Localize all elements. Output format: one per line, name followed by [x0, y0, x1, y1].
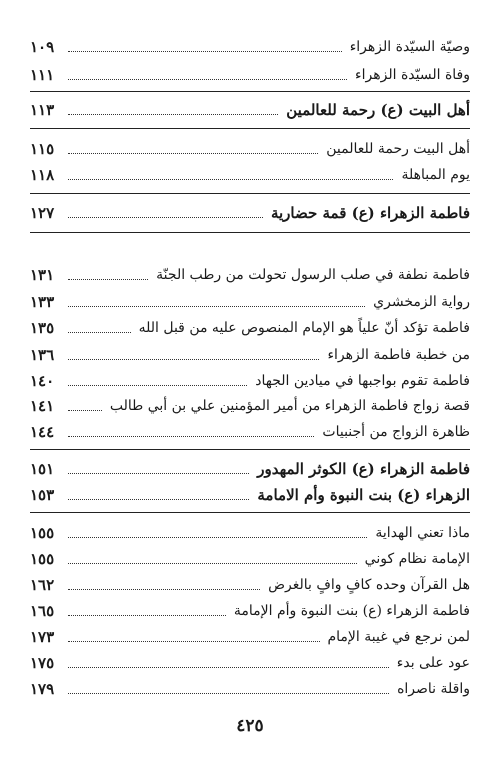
dot-leader — [68, 473, 249, 474]
toc-entry-title: رواية الزمخشري — [373, 294, 470, 310]
toc-entry-page: ١٤٠ — [30, 372, 55, 390]
toc-entry-page: ١٧٣ — [30, 628, 55, 646]
dot-leader — [68, 51, 342, 52]
toc-entry-title: واقلة ناصراه — [397, 681, 470, 697]
section-divider — [30, 449, 470, 450]
toc-entry — [30, 370, 470, 392]
dot-leader — [68, 436, 314, 437]
toc-entry-title: ظاهرة الزواج من أجنبيات — [322, 424, 470, 440]
dot-leader — [68, 693, 389, 694]
toc-heading-page: ١١٣ — [30, 101, 55, 119]
toc-entry — [30, 626, 470, 648]
toc-entry-title: يوم المباهلة — [401, 167, 470, 183]
dot-leader — [68, 279, 148, 280]
section-divider — [30, 91, 470, 92]
toc-entry-title: فاطمة تؤكد أنّ علياً هو الإمام المنصوص عليه من قبل الله — [138, 320, 470, 336]
toc-entry-title: وفاة السيّدة الزهراء — [355, 67, 470, 83]
dot-leader — [68, 332, 131, 333]
toc-entry — [30, 600, 470, 622]
toc-entry-page: ١٣٥ — [30, 319, 55, 337]
toc-entry-page: ١٧٥ — [30, 654, 55, 672]
toc-entry — [30, 678, 470, 700]
section-divider — [30, 193, 470, 194]
toc-entry-title: عود على بدء — [396, 655, 470, 671]
toc-entry-title: قصة زواج فاطمة الزهراء من أمير المؤمنين علي بن أبي طالب — [109, 398, 470, 414]
toc-entry-page: ١٣٦ — [30, 346, 55, 364]
toc-entry-page: ١٥٥ — [30, 524, 55, 542]
toc-entry-page: ١١١ — [30, 66, 55, 84]
dot-leader — [68, 563, 357, 564]
toc-entry — [30, 64, 470, 86]
toc-entry — [30, 548, 470, 570]
toc-entry-page: ١٦٢ — [30, 576, 55, 594]
toc-section-heading — [30, 99, 470, 121]
toc-entry-page: ١٦٥ — [30, 602, 55, 620]
section-divider — [30, 232, 470, 233]
toc-entry — [30, 291, 470, 313]
page-number: ٤٢٥ — [236, 716, 264, 736]
toc-entry — [30, 574, 470, 596]
toc-heading-title: أهل البيت (ع) رحمة للعالمين — [286, 101, 470, 119]
dot-leader — [68, 179, 393, 180]
toc-entry-title: لمن نرجع في غيبة الإمام — [327, 629, 470, 645]
dot-leader — [68, 217, 263, 218]
dot-leader — [68, 153, 318, 154]
dot-leader — [68, 537, 367, 538]
dot-leader — [68, 114, 278, 115]
toc-heading-page: ١٥١ — [30, 460, 55, 478]
toc-heading-page: ١٥٣ — [30, 486, 55, 504]
toc-entry-page: ١١٨ — [30, 166, 55, 184]
toc-heading-title: فاطمة الزهراء (ع) قمة حضارية — [270, 204, 470, 222]
dot-leader — [68, 641, 320, 642]
toc-entry — [30, 395, 470, 417]
toc-section-heading — [30, 202, 470, 224]
toc-entry-page: ١٤١ — [30, 397, 55, 415]
dot-leader — [68, 499, 249, 500]
toc-entry-page: ١٧٩ — [30, 680, 55, 698]
toc-entry-page: ١٤٤ — [30, 423, 55, 441]
toc-entry — [30, 344, 470, 366]
toc-heading-title: فاطمة الزهراء (ع) الكوثر المهدور — [257, 460, 470, 478]
toc-entry — [30, 164, 470, 186]
toc-entry-page: ١٣١ — [30, 266, 55, 284]
dot-leader — [68, 306, 365, 307]
toc-entry — [30, 317, 470, 339]
toc-entry-title: الإمامة نظام كوني — [364, 551, 470, 567]
dot-leader — [68, 589, 260, 590]
toc-entry-page: ١١٥ — [30, 140, 55, 158]
section-divider — [30, 128, 470, 129]
toc-entry-title: فاطمة الزهراء (ع) بنت النبوة وأم الإمامة — [233, 603, 470, 619]
toc-section-heading — [30, 458, 470, 480]
toc-entry-title: من خطبة فاطمة الزهراء — [327, 347, 470, 363]
toc-entry-page: ١٥٥ — [30, 550, 55, 568]
toc-entry — [30, 421, 470, 443]
toc-entry — [30, 36, 470, 58]
dot-leader — [68, 385, 247, 386]
toc-heading-page: ١٢٧ — [30, 204, 55, 222]
dot-leader — [68, 79, 347, 80]
toc-entry-title: فاطمة تقوم بواجبها في ميادين الجهاد — [255, 373, 470, 389]
toc-entry-title: هل القرآن وحده كافٍ وافٍ بالغرض — [268, 577, 470, 593]
toc-entry-title: وصيّة السيّدة الزهراء — [349, 39, 470, 55]
toc-entry — [30, 138, 470, 160]
toc-entry-title: ماذا تعني الهداية — [375, 525, 470, 541]
dot-leader — [68, 359, 319, 360]
toc-entry-page: ١٣٣ — [30, 293, 55, 311]
toc-entry — [30, 652, 470, 674]
toc-section-heading — [30, 484, 470, 506]
dot-leader — [68, 615, 226, 616]
toc-entry-title: أهل البيت رحمة للعالمين — [326, 141, 470, 157]
toc-entry-page: ١٠٩ — [30, 38, 55, 56]
dot-leader — [68, 410, 102, 411]
toc-entry — [30, 264, 470, 286]
toc-heading-title: الزهراء (ع) بنت النبوة وأم الامامة — [257, 486, 470, 504]
section-divider — [30, 512, 470, 513]
dot-leader — [68, 667, 389, 668]
toc-entry-title: فاطمة نطفة في صلب الرسول تحولت من رطب الجنّة — [156, 267, 470, 283]
toc-entry — [30, 522, 470, 544]
